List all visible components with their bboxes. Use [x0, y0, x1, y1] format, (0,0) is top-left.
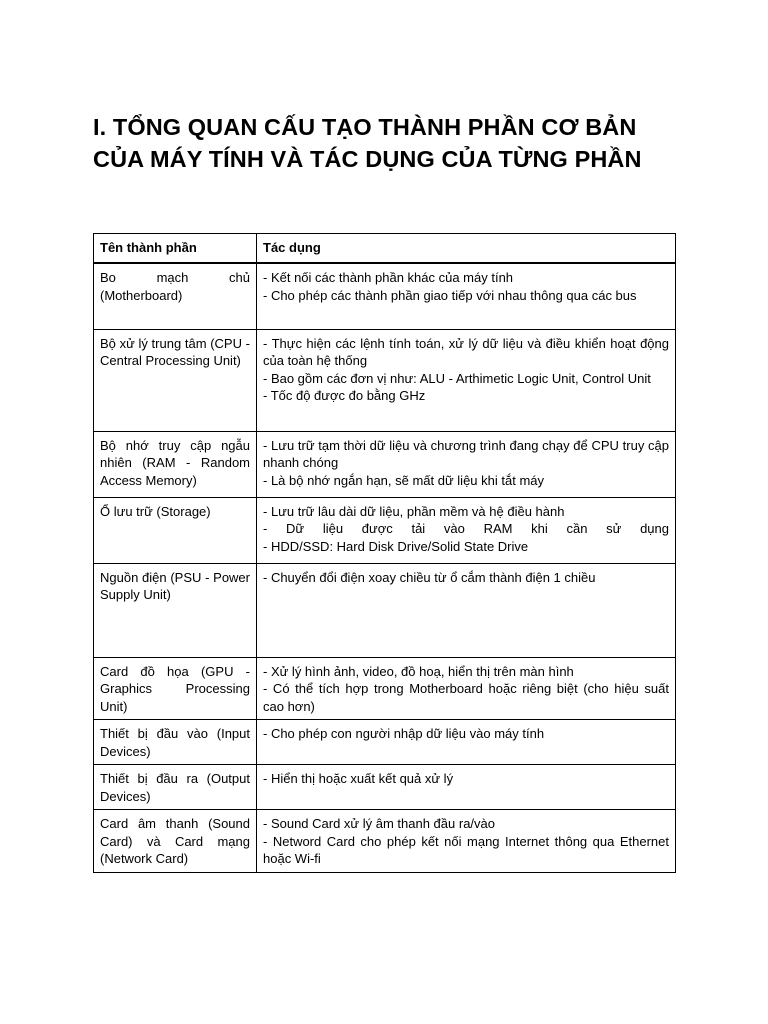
component-name: Bo mạch chủ (Motherboard): [94, 263, 257, 329]
effect-line: - Netword Card cho phép kết nối mạng Internet thông qua Ethernet hoặc Wi-fi: [263, 833, 669, 866]
table-row: [94, 720, 676, 765]
table-row: [94, 497, 676, 563]
table-row: [94, 263, 676, 329]
page-title: I. TỔNG QUAN CẤU TẠO THÀNH PHẦN CƠ BẢN CỦA MÁY TÍNH VÀ TÁC DỤNG CỦA TỪNG PHẦN: [93, 114, 642, 172]
component-effects: [257, 431, 676, 497]
effect-line: - Xử lý hình ảnh, video, đồ hoạ, hiển thị trên màn hình: [263, 663, 574, 679]
component-name: Thiết bị đầu vào (Input Devices): [94, 720, 257, 765]
component-name: Card đồ họa (GPU - Graphics Processing Unit): [94, 657, 257, 720]
table-header-row: [94, 234, 676, 264]
table-row: [94, 810, 676, 873]
effect-line: - Lưu trữ lâu dài dữ liệu, phần mềm và hệ điều hành: [263, 503, 565, 519]
table-row: [94, 431, 676, 497]
effect-line: - Lưu trữ tạm thời dữ liệu và chương trình đang chạy để CPU truy cập nhanh chóng: [263, 437, 669, 470]
table-row: [94, 765, 676, 810]
effect-line: - Tốc độ được đo bằng GHz: [263, 388, 426, 403]
effect-line: - Cho phép con người nhập dữ liệu vào máy tính: [263, 726, 545, 741]
component-name: Ổ lưu trữ (Storage): [94, 497, 257, 563]
component-effects: [257, 765, 676, 810]
table-row: [94, 657, 676, 720]
component-name: Nguồn điện (PSU - Power Supply Unit): [94, 563, 257, 657]
column-header-effect: Tác dụng: [257, 234, 676, 264]
effect-line: - Có thể tích hợp trong Motherboard hoặc riêng biệt (cho hiệu suất cao hơn): [263, 681, 669, 714]
components-table: [93, 233, 676, 873]
effect-line: - Cho phép các thành phần giao tiếp với nhau thông qua các bus: [263, 287, 637, 303]
component-name: Bộ nhớ truy cập ngẫu nhiên (RAM - Random Access Memory): [94, 431, 257, 497]
effect-line: - HDD/SSD: Hard Disk Drive/Solid State Drive: [263, 538, 529, 554]
effect-line: - Thực hiện các lệnh tính toán, xử lý dữ liệu và điều khiển hoạt động của toàn hệ thống: [263, 335, 669, 368]
component-effects: [257, 657, 676, 720]
component-name: Card âm thanh (Sound Card) và Card mạng (Network Card): [94, 810, 257, 873]
component-effects: [257, 263, 676, 329]
component-effects: [257, 563, 676, 657]
component-effects: [257, 810, 676, 873]
effect-line: - Chuyển đổi điện xoay chiều từ ổ cắm thành điện 1 chiều: [263, 569, 596, 585]
effect-line: - Dữ liệu được tải vào RAM khi cần sử dụng: [263, 521, 669, 536]
component-effects: [257, 497, 676, 563]
component-name: Bộ xử lý trung tâm (CPU - Central Processing Unit): [94, 329, 257, 431]
table-row: [94, 329, 676, 431]
effect-line: - Bao gồm các đơn vị như: ALU - Arthimetic Logic Unit, Control Unit: [263, 370, 651, 386]
effect-line: - Kết nối các thành phần khác của máy tính: [263, 270, 514, 285]
component-effects: [257, 720, 676, 765]
table-row: [94, 563, 676, 657]
component-name: Thiết bị đầu ra (Output Devices): [94, 765, 257, 810]
effect-line: - Là bộ nhớ ngắn hạn, sẽ mất dữ liệu khi tắt máy: [263, 472, 544, 488]
effect-line: - Sound Card xử lý âm thanh đầu ra/vào: [263, 816, 495, 831]
column-header-name: Tên thành phần: [94, 234, 257, 264]
component-effects: [257, 329, 676, 431]
effect-line: - Hiển thị hoặc xuất kết quả xử lý: [263, 771, 454, 786]
